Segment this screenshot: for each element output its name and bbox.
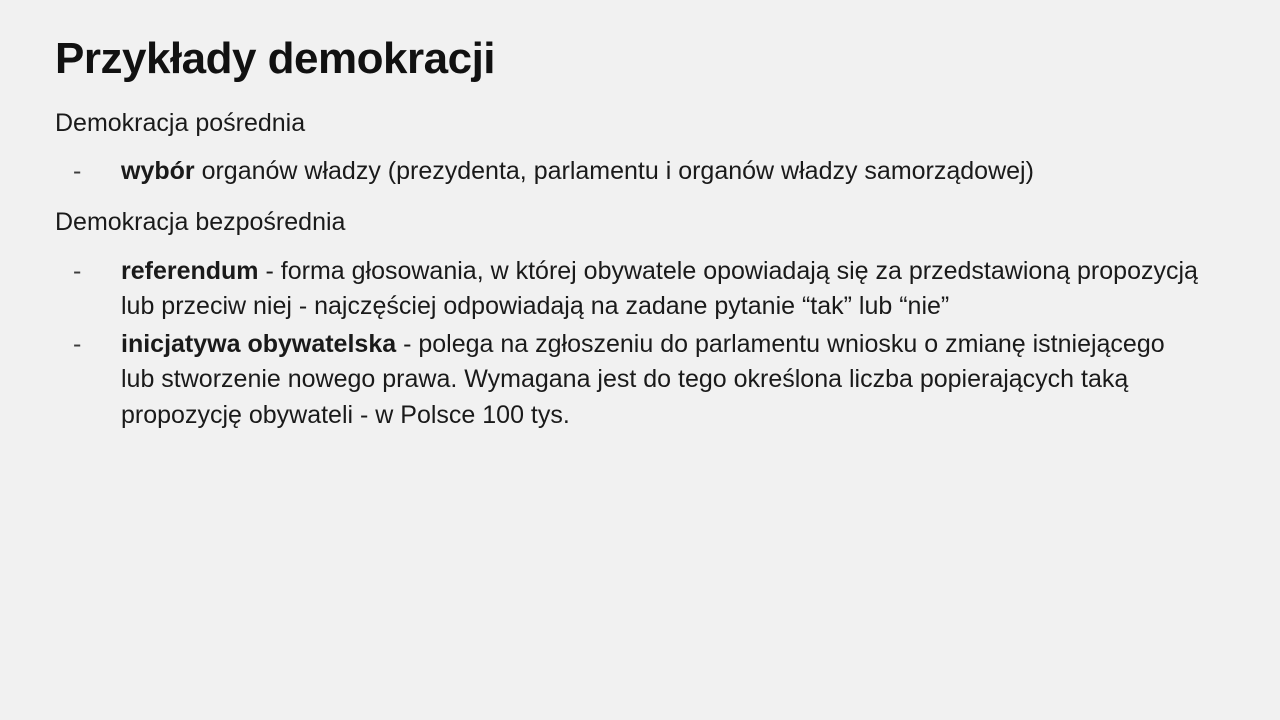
bullet-body: - forma głosowania, w której obywatele opowiadają się za przedstawioną propozycją lub przeciw niej - najczęściej odpowiadają na zadane pytanie “tak” lub “nie”	[121, 256, 1198, 321]
list-item	[55, 154, 1220, 190]
bullet-text	[121, 327, 1201, 434]
list-item	[55, 254, 1220, 325]
list-item	[55, 327, 1220, 434]
bullet-body: organów władzy (prezydenta, parlamentu i organów władzy samorządowej)	[194, 157, 1034, 186]
bullet-dash-marker: -	[73, 329, 82, 358]
bullet-list-indirect	[55, 154, 1220, 190]
bullet-keyword: inicjatywa obywatelska	[121, 329, 397, 358]
bullet-text	[121, 154, 1081, 190]
page-title: Przykłady demokracji	[55, 34, 496, 83]
bullet-dash-marker: -	[73, 256, 82, 285]
bullet-text	[121, 254, 1201, 325]
section-heading-indirect: Demokracja pośrednia	[55, 108, 306, 137]
bullet-keyword: referendum	[121, 256, 259, 285]
bullet-list-direct	[55, 254, 1220, 434]
bullet-dash-marker: -	[73, 157, 82, 186]
bullet-body: - polega na zgłoszeniu do parlamentu wniosku o zmianę istniejącego lub stworzenie nowego prawa. Wymagana jest do tego określona liczba popierających taką propozycję obywateli - w Polsce 100 tys.	[121, 329, 1165, 429]
bullet-keyword: wybór	[121, 157, 195, 186]
section-heading-direct: Demokracja bezpośrednia	[55, 207, 346, 236]
